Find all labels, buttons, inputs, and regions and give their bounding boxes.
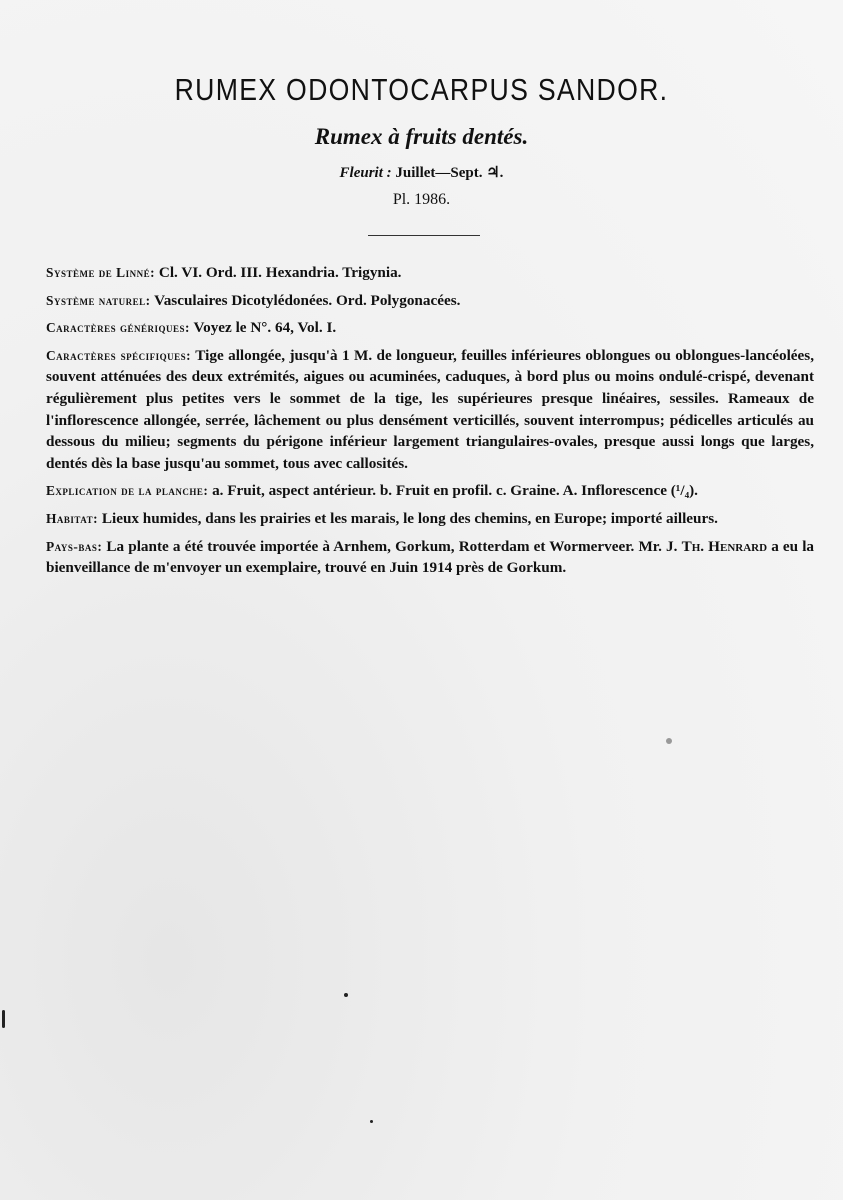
paper-speck — [666, 738, 672, 744]
section-pays-bas — [46, 536, 814, 579]
section-label: Pays-bas: — [46, 538, 103, 554]
flowering-label: Fleurit : — [339, 165, 392, 181]
section-naturel — [46, 290, 814, 312]
section-label: Explication de la planche: — [46, 483, 209, 499]
section-label: Caractères spécifiques: — [46, 347, 192, 363]
description-body — [46, 262, 814, 583]
paper-speck — [344, 993, 348, 997]
divider-rule — [368, 235, 480, 236]
section-text: La plante a été trouvée importée à Arnhem, Gorkum, Rotterdam et Wormerveer. Mr. J. — [106, 537, 678, 555]
flowering-value: Juillet—Sept. ♃. — [395, 165, 504, 181]
section-specifiques — [46, 345, 814, 475]
section-text: a. Fruit, aspect antérieur. b. Fruit en profil. c. Graine. A. Inflorescence (¹/₄). — [212, 482, 698, 500]
section-generiques — [46, 317, 814, 339]
section-label: Habitat: — [46, 510, 99, 526]
section-label: Caractères génériques: — [46, 320, 191, 336]
paper-speck — [2, 1010, 5, 1028]
page-title: RUMEX ODONTOCARPUS SANDOR. — [174, 72, 669, 107]
section-text: Cl. VI. Ord. III. Hexandria. Trigynia. — [158, 264, 402, 281]
common-name: Rumex à fruits dentés. — [314, 124, 529, 149]
flowering-line — [0, 163, 843, 182]
plate-number: Pl. 1986. — [392, 191, 451, 208]
section-text: Vasculaires Dicotylédonées. Ord. Polygonacées. — [154, 291, 461, 309]
section-text: Tige allongée, jusqu'à 1 M. de longueur, feuilles inférieures oblongues ou oblongues-lancéolées, souvent atténuées des deux extrémités, aigues ou acuminées, caduques, à bord plus ou moins ondulé-crispé, devenant régulièrement plus petites vers le sommet de la tige, les supérieures presque linéaires, sessiles. Rameaux de l'inflorescence allongée, serrée, lâchement ou plus densément verticillés, souvent interrompus; pédicelles articulés au dessous du milieu; segments du périgone inférieur largement triangulaires-ovales, presque aussi longs que larges, dentés dès la base jusqu'au sommet, tous avec callosités. — [46, 346, 814, 472]
paper-speck — [370, 1120, 373, 1123]
collector-name: Th. Henrard — [681, 537, 768, 555]
section-habitat — [46, 508, 814, 530]
section-label: Système naturel: — [46, 292, 151, 308]
section-text: Voyez le N°. 64, Vol. I. — [193, 319, 337, 337]
section-text: Lieux humides, dans les prairies et les marais, le long des chemins, en Europe; importé ailleurs. — [101, 509, 718, 527]
section-linne — [46, 262, 814, 284]
section-explication — [46, 480, 814, 502]
section-text: a eu la bienveillance de m'envoyer un exemplaire, trouvé en Juin 1914 près de Gorkum. — [46, 537, 815, 577]
section-label: Système de Linné: — [46, 265, 156, 280]
